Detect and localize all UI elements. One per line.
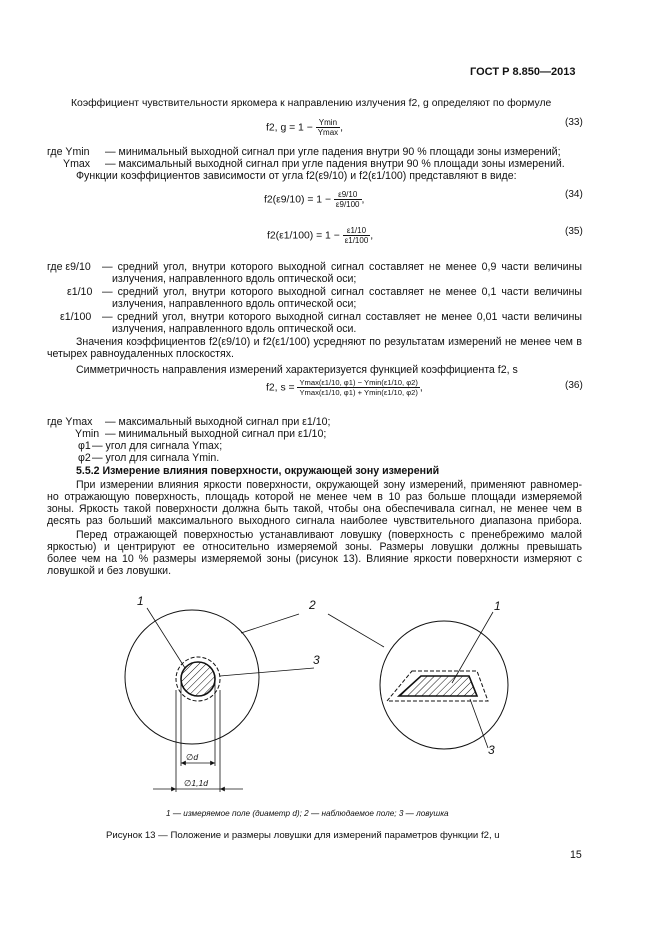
label-dim-11d: ∅1,1d bbox=[184, 778, 208, 788]
values-paragraph-line1: Значения коэффициентов f2(ε9/10) и f2(ε1/100) усредняют по результатам измерений не менее чем в bbox=[76, 336, 582, 348]
eq34-tail: , bbox=[361, 194, 365, 206]
equation-36-number: (36) bbox=[565, 380, 583, 391]
equation-33-number: (33) bbox=[565, 117, 583, 128]
trap-paragraph-line1: Перед отражающей поверхностью устанавливают ловушку (поверхность с пренебрежимо малой bbox=[76, 529, 582, 541]
eq36-denominator: Ymax(ε1/10, φ1) + Ymin(ε1/10, φ2) bbox=[299, 388, 418, 397]
equation-34-number: (34) bbox=[565, 189, 583, 200]
eq36-tail: , bbox=[419, 382, 423, 394]
figure-legend: 1 — измеряемое поле (диаметр d); 2 — наблюдаемое поле; 3 — ловушка bbox=[166, 809, 449, 818]
left-diagram bbox=[125, 608, 314, 792]
eq35-numerator: ε1/10 bbox=[343, 226, 371, 236]
def-ymin-text: — минимальный выходной сигнал при угле падения внутри 90 % площади зоны измерений; bbox=[105, 146, 561, 158]
eq33-tail: , bbox=[340, 122, 344, 134]
label-dim-d: ∅d bbox=[186, 752, 199, 762]
surface-paragraph-line2: но отражающую поверхность, площадь которой не менее чем в 10 раз больше площади измеряемой bbox=[47, 491, 582, 503]
def-eps910-line1: — средний угол, внутри которого выходной сигнал составляет не менее 0,9 части величины bbox=[102, 261, 582, 273]
eq34-denominator: ε9/100 bbox=[335, 200, 360, 209]
def-ymax-symbol: Ymax bbox=[63, 158, 91, 170]
surface-paragraph-line3: зоны. Яркость такой поверхности должна быть такой, чтобы она обеспечивала сигнал, не менее чем в bbox=[47, 503, 582, 515]
eq33-lhs: f2, g = 1 − bbox=[266, 122, 313, 134]
leader-2a bbox=[241, 614, 299, 633]
equation-35-number: (35) bbox=[565, 226, 583, 237]
eq35-denominator: ε1/100 bbox=[344, 236, 369, 245]
trap-paragraph-line3: более чем на 10 % размеры измеряемой зоны (рисунок 13). Влияние яркости поверхности измеряют с bbox=[47, 553, 582, 565]
leader-1-left bbox=[147, 608, 185, 668]
def-eps1100-line1: — средний угол, внутри которого выходной сигнал составляет не менее 0,01 части величины bbox=[102, 311, 582, 323]
section-title: Измерение влияния поверхности, окружающей зону измерений bbox=[102, 465, 440, 477]
def-ymin2-symbol: Ymin bbox=[75, 428, 100, 440]
section-number: 5.5.2 bbox=[76, 465, 100, 477]
eq36-numerator: Ymax(ε1/10, φ1) − Ymin(ε1/10, φ2) bbox=[299, 378, 418, 387]
def-phi1-text: — угол для сигнала Ymax; bbox=[92, 440, 223, 452]
label-1-right: 1 bbox=[494, 599, 501, 613]
leader-2b bbox=[328, 614, 384, 647]
eq36-lhs: f2, s = bbox=[266, 382, 295, 394]
def-eps1100-line2: излучения, направленного вдоль оптической оси. bbox=[112, 323, 357, 335]
def-eps910-symbol: где ε9/10 bbox=[47, 261, 91, 273]
eq35-lhs: f2(ε1/100) = 1 − bbox=[267, 230, 340, 242]
def-eps1100-symbol: ε1/100 bbox=[60, 311, 92, 323]
label-3-left: 3 bbox=[313, 653, 320, 667]
figure-caption: Рисунок 13 — Положение и размеры ловушки для измерений параметров функции f2, u bbox=[106, 830, 500, 841]
functions-paragraph: Функции коэффициентов зависимости от угла f2(ε9/10) и f2(ε1/100) представляют в виде: bbox=[76, 170, 517, 182]
intro-paragraph: Коэффициент чувствительности яркомера к направлению излучения f2, g определяют по формуле bbox=[71, 98, 552, 109]
eq34-lhs: f2(ε9/10) = 1 − bbox=[264, 194, 332, 206]
def-ymin-symbol: где Ymin bbox=[47, 146, 90, 158]
def-phi2-symbol: φ2 bbox=[78, 452, 91, 464]
def-eps110-line2: излучения, направленного вдоль оптической оси; bbox=[112, 298, 357, 310]
def-ymax-text: — максимальный выходной сигнал при угле падения внутри 90 % площади зоны измерений. bbox=[105, 158, 565, 170]
measured-field-circle-left bbox=[181, 662, 215, 696]
eq35-tail: , bbox=[370, 230, 374, 242]
eq34-numerator: ε9/10 bbox=[334, 190, 362, 200]
right-diagram bbox=[328, 612, 508, 749]
label-2: 2 bbox=[309, 598, 316, 612]
leader-3-right bbox=[470, 699, 488, 748]
def-ymax2-symbol: где Ymax bbox=[47, 416, 93, 428]
document-id: ГОСТ Р 8.850—2013 bbox=[470, 66, 576, 78]
def-phi2-text: — угол для сигнала Ymin. bbox=[92, 452, 220, 464]
eq33-denominator: Ymax bbox=[317, 128, 339, 137]
def-eps910-line2: излучения, направленного вдоль оптической оси; bbox=[112, 273, 357, 285]
label-1-left: 1 bbox=[137, 594, 144, 608]
trap-paragraph-line4: ловушкой и без ловушки. bbox=[47, 565, 172, 577]
def-ymin2-text: — минимальный выходной сигнал при ε1/10; bbox=[105, 428, 327, 440]
def-eps110-line1: — средний угол, внутри которого выходной сигнал составляет не менее 0,1 части величины bbox=[102, 286, 582, 298]
trap-paragraph-line2: яркостью) и центрируют ее относительно измеряемой зоны. Размеры ловушки должны превышать bbox=[47, 541, 582, 553]
eq33-numerator: Ymin bbox=[316, 118, 340, 128]
measured-field-trapezoid-right bbox=[399, 676, 477, 696]
def-ymax2-text: — максимальный выходной сигнал при ε1/10; bbox=[105, 416, 331, 428]
surface-paragraph-line4: десять раз больший максимального выходного сигнала наиболее чувствительного диапазона прибора. bbox=[47, 515, 582, 527]
page-number: 15 bbox=[570, 849, 582, 861]
values-paragraph-line2: четырех равноудаленных плоскостях. bbox=[47, 348, 234, 360]
leader-3-left bbox=[220, 668, 314, 676]
label-3-right: 3 bbox=[488, 743, 495, 757]
surface-paragraph-line1: При измерении влияния яркости поверхности, окружающей зону измерений, применяют равномер- bbox=[76, 479, 582, 491]
symmetry-paragraph: Симметричность направления измерений характеризуется функцией коэффициента f2, s bbox=[76, 364, 518, 376]
def-phi1-symbol: φ1 bbox=[78, 440, 91, 452]
def-eps110-symbol: ε1/10 bbox=[67, 286, 93, 298]
